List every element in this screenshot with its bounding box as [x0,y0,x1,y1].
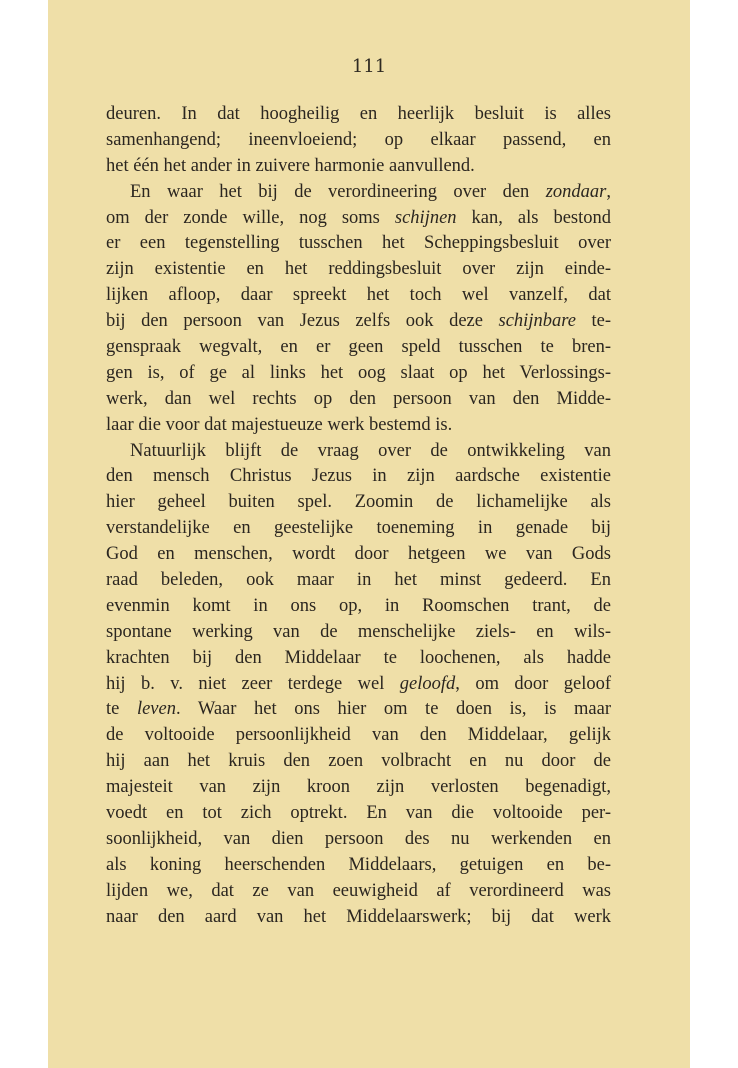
italic-text: schijnbare [498,311,576,332]
text-segment: majesteit van zijn kroon zijn verlosten begenadigt, [106,777,611,798]
text-line [106,490,611,516]
italic-text: geloofd [399,673,456,694]
text-line [106,413,611,439]
text-line [106,775,611,801]
text-line [106,723,611,749]
text-line [106,231,611,257]
text-segment: krachten bij den Middelaar te loochenen, als hadde [106,647,611,668]
text-segment: gen is, of ge al links het oog slaat op het Verlossings- [106,362,611,383]
text-segment: , om door geloof [455,673,612,694]
text-line [106,102,611,128]
text-line [106,516,611,542]
text-segment: lijden we, dat ze van eeuwigheid af verordineerd was [106,880,611,901]
text-line [106,257,611,283]
text-line [106,568,611,594]
text-line [106,594,611,620]
text-segment: spontane werking van de menschelijke ziels- en wils- [106,621,611,642]
text-segment: . Waar het ons hier om te doen is, is maar [175,699,611,720]
text-line [106,801,611,827]
text-line [106,672,611,698]
text-segment: Natuurlijk blijft de vraag over de ontwikkeling van [130,440,611,461]
text-line [106,646,611,672]
text-line [106,620,611,646]
page-body-text [106,102,611,931]
text-line [106,749,611,775]
text-segment: werk, dan wel rechts op den persoon van den Midde- [106,388,611,409]
page-number: 111 [351,56,387,77]
text-segment: hij b. v. niet zeer terdege wel [106,673,400,694]
text-segment: samenhangend; ineenvloeiend; op elkaar passend, en [106,129,611,150]
text-line [106,128,611,154]
text-line [106,542,611,568]
text-segment: laar die voor dat majestueuze werk bestemd is. [106,414,453,435]
text-segment: er een tegenstelling tusschen het Scheppingsbesluit over [106,233,611,254]
text-segment: de voltooide persoonlijkheid van den Middelaar, gelijk [106,725,611,746]
text-line [106,361,611,387]
text-segment: deuren. In dat hoogheilig en heerlijk besluit is alles [106,104,611,124]
text-segment: den mensch Christus Jezus in zijn aardsche existentie [106,466,611,487]
text-segment: voedt en tot zich optrekt. En van die voltooide per- [106,803,611,824]
text-line [106,283,611,309]
text-segment: zijn existentie en het reddingsbesluit over zijn einde- [106,259,611,280]
text-line [106,439,611,465]
italic-text: leven [136,699,176,720]
text-segment: verstandelijke en geestelijke toeneming in genade bij [106,518,611,539]
text-segment: hij aan het kruis den zoen volbracht en nu door de [106,751,611,772]
text-segment: , [606,181,611,202]
text-line [106,464,611,490]
text-segment: om der zonde wille, nog soms [106,207,395,228]
text-line [106,827,611,853]
text-line [106,206,611,232]
text-segment: te- [575,311,611,332]
text-segment: bij den persoon van Jezus zelfs ook deze [106,311,499,332]
text-line [106,387,611,413]
text-segment: genspraak wegvalt, en er geen speld tusschen te bren- [106,337,611,358]
text-line [106,879,611,905]
text-line [106,154,611,180]
text-line [106,180,611,206]
text-segment: raad beleden, ook maar in het minst gedeerd. En [106,570,611,591]
text-line [106,335,611,361]
text-segment: God en menschen, wordt door hetgeen we van Gods [106,544,611,565]
text-line [106,853,611,879]
text-segment: lijken afloop, daar spreekt het toch wel vanzelf, dat [106,285,611,306]
italic-text: zondaar [545,181,607,202]
text-segment: hier geheel buiten spel. Zoomin de lichamelijke als [106,492,611,513]
text-segment: naar den aard van het Middelaarswerk; bij dat werk [106,906,611,927]
text-segment: te [106,699,137,720]
text-segment: het één het ander in zuivere harmonie aanvullend. [106,155,475,176]
text-line [106,905,611,931]
book-page [48,0,690,1068]
text-segment: kan, als bestond [456,207,612,228]
text-segment: evenmin komt in ons op, in Roomschen trant, de [106,595,611,616]
text-line [106,309,611,335]
text-line [106,697,611,723]
text-segment: als koning heerschenden Middelaars, getuigen en be- [106,854,611,875]
text-segment: En waar het bij de verordineering over den [130,181,546,202]
italic-text: schijnen [394,207,457,228]
text-segment: soonlijkheid, van dien persoon des nu werkenden en [106,828,611,849]
